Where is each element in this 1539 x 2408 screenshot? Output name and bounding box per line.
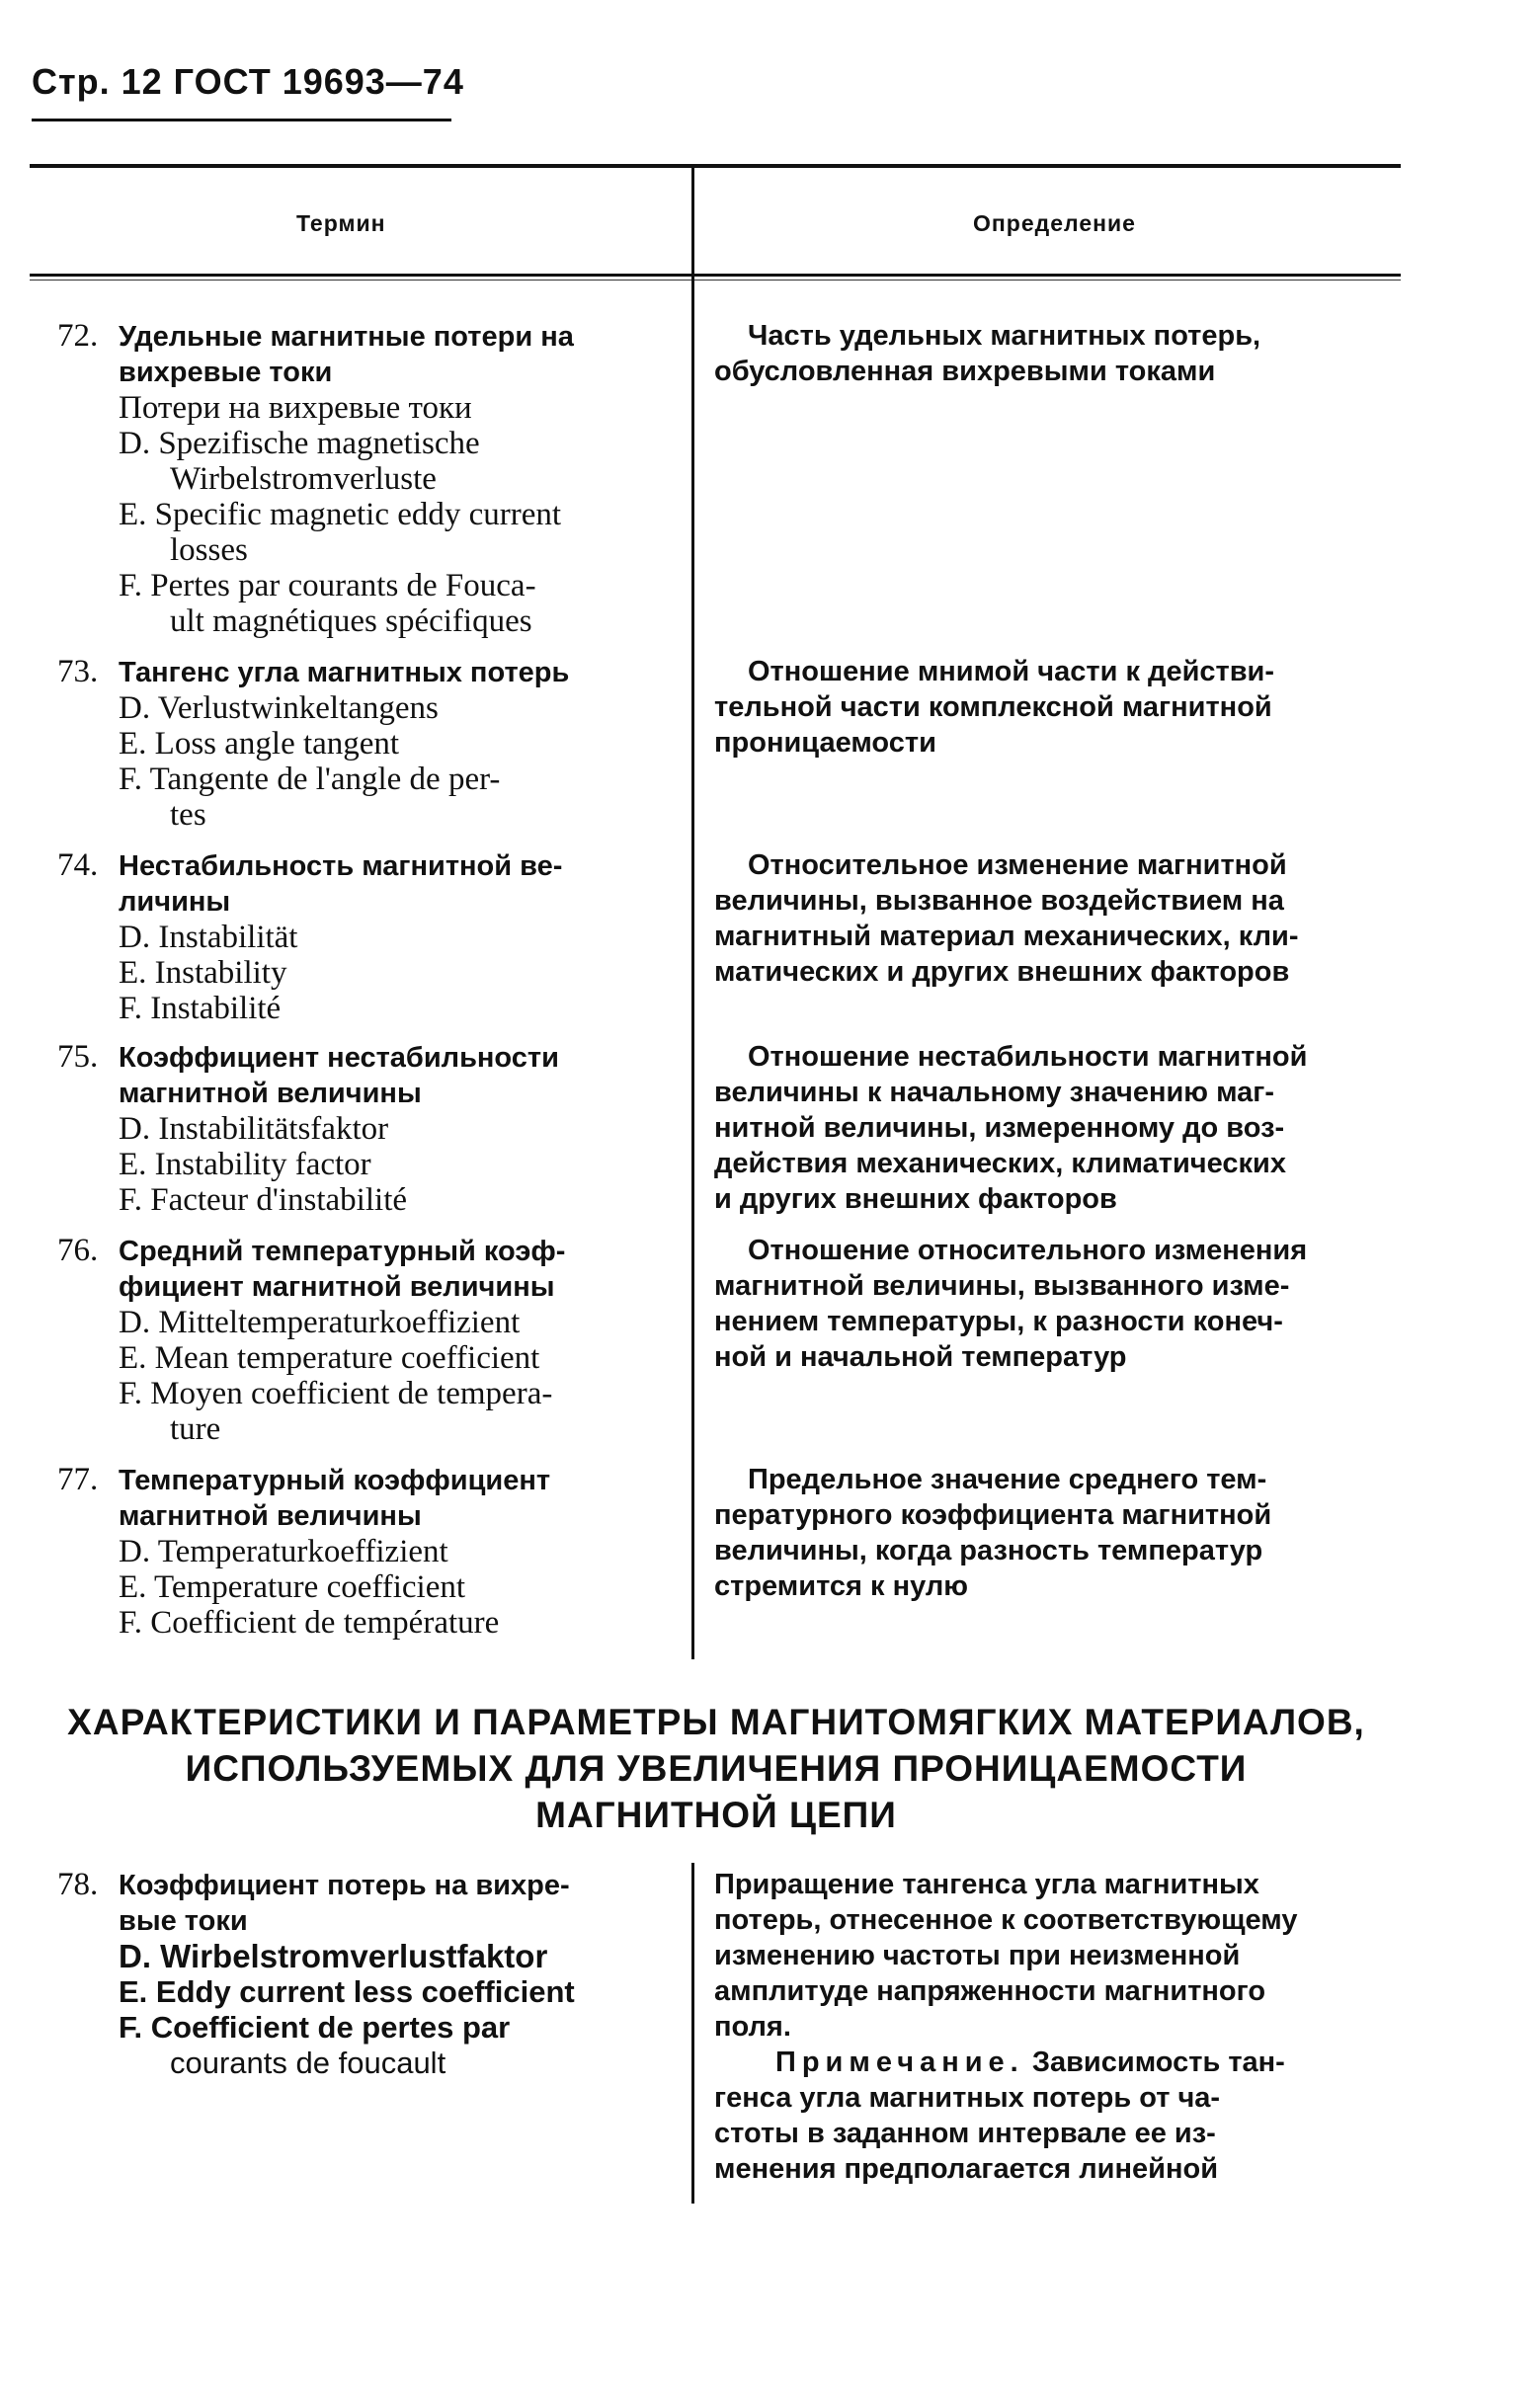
term-name-cont: фициент магнитной величины [119, 1271, 555, 1303]
term-entry-72: 72. Удельные магнитные потери на вихревые токи Потери на вихревые токи D. Spezifische magnetische Wirbelstromverluste E. Specific magnetic eddy current losses F. Pertes par courants de Fouca- ult magnétiques spécifiques [57, 318, 670, 639]
table-header-rule-thin [30, 280, 1401, 281]
term-en: E. Instability factor [119, 1147, 371, 1182]
term-en: E. Temperature coefficient [119, 1569, 466, 1605]
term-entry-76: 76. Средний температурный коэф- фициент магнитной величины D. Mitteltemperaturkoeffizient E. Mean temperature coefficient F. Moyen coefficient de tempera- ture [57, 1233, 670, 1447]
term-fr: F. Tangente de l'angle de per- [119, 762, 501, 797]
definition-75: Отношение нестабильности магнитной величины к начальному значению маг- нитной величины, измеренному до воз- действия механических, климатических и других внешних факторов [714, 1041, 1308, 1215]
definition-73: Отношение мнимой части к действи- тельной части комплексной магнитной проницаемости [714, 656, 1275, 759]
column-divider-top [691, 168, 694, 1659]
term-name: Коэффициент потерь на вихре- [119, 1870, 570, 1901]
term-en: E. Specific magnetic eddy current [119, 497, 562, 532]
term-en-cont: losses [170, 532, 248, 568]
term-fr-cont: ult magnétiques spécifiques [170, 603, 532, 639]
term-en: E. Instability [119, 955, 287, 991]
table-header-rule [30, 274, 1401, 277]
term-name-cont: магнитной величины [119, 1500, 422, 1532]
term-fr-cont: courants de foucault [170, 2046, 446, 2080]
term-de: D. Spezifische magnetische [119, 426, 480, 461]
term-fr-cont: ture [170, 1411, 221, 1447]
term-name: Средний температурный коэф- [119, 1236, 566, 1267]
term-fr: F. Coefficient de température [119, 1605, 500, 1641]
term-name: Температурный коэффициент [119, 1465, 551, 1496]
term-name: Тангенс угла магнитных потерь [119, 657, 570, 688]
term-entry-74: 74. Нестабильность магнитной ве- личины D. Instabilität E. Instability F. Instabilité [57, 847, 670, 1026]
term-name-cont: личины [119, 886, 231, 918]
definition-78: Приращение тангенса угла магнитных потерь, отнесенное к соответствующему изменению частоты при неизменной амплитуде напряженности магнитного поля. Примечание. Зависимость тан- генса угла магнитных потерь от ча- стоты в заданном интервале ее из- менения предполагается линейной [714, 1867, 1401, 2187]
definition-72: Часть удельных магнитных потерь, обусловленная вихревыми токами [714, 320, 1261, 387]
term-de: D. Verlustwinkeltangens [119, 690, 439, 726]
term-entry-78: 78. Коэффициент потерь на вихре- вые токи D. Wirbelstromverlustfaktor E. Eddy current less coefficient F. Coefficient de pertes par courants de foucault [57, 1867, 670, 2081]
term-fr: F. Instabilité [119, 991, 282, 1026]
column-divider-bottom [691, 1863, 694, 2204]
term-name: Нестабильность магнитной ве- [119, 850, 563, 882]
term-name: Коэффициент нестабильности [119, 1042, 559, 1074]
note: Примечание. Зависимость тан- [775, 2047, 1285, 2078]
term-fr: F. Pertes par courants de Fouca- [119, 568, 536, 603]
header-underline [32, 119, 451, 121]
term-de: D. Temperaturkoeffizient [119, 1534, 448, 1569]
table-top-rule [30, 164, 1401, 168]
note-label: Примечание. [775, 2047, 1024, 2078]
definition-74: Относительное изменение магнитной величины, вызванное воздействием на магнитный материал механических, кли- матических и других внешних факторов [714, 849, 1299, 988]
column-header-definition: Определение [973, 210, 1136, 236]
term-fr: F. Moyen coefficient de tempera- [119, 1376, 553, 1411]
term-name-cont: вихревые токи [119, 357, 333, 388]
term-synonym: Потери на вихревые токи [119, 390, 472, 426]
term-name-cont: магнитной величины [119, 1078, 422, 1109]
definition-77: Предельное значение среднего тем- пературного коэффициента магнитной величины, когда разность температур стремится к нулю [714, 1464, 1272, 1602]
term-fr: F. Facteur d'instabilité [119, 1182, 408, 1218]
term-en: E. Eddy current less coefficient [119, 1974, 575, 2009]
section-title: ХАРАКТЕРИСТИКИ И ПАРАМЕТРЫ МАГНИТОМЯГКИХ МАТЕРИАЛОВ, ИСПОЛЬЗУЕМЫХ ДЛЯ УВЕЛИЧЕНИЯ ПРОНИЦАЕМОСТИ МАГНИТНОЙ ЦЕПИ [67, 1702, 1365, 1835]
term-de: D. Wirbelstromverlustfaktor [119, 1938, 548, 1974]
page-header: Стр. 12 ГОСТ 19693—74 [32, 61, 464, 102]
term-de: D. Instabilitätsfaktor [119, 1111, 389, 1147]
term-entry-73: 73. Тангенс угла магнитных потерь D. Verlustwinkeltangens E. Loss angle tangent F. Tangente de l'angle de per- tes [57, 654, 670, 833]
term-en: E. Loss angle tangent [119, 726, 400, 762]
term-en: E. Mean temperature coefficient [119, 1340, 540, 1376]
term-name-cont: вые токи [119, 1905, 248, 1937]
term-entry-75: 75. Коэффициент нестабильности магнитной величины D. Instabilitätsfaktor E. Instability factor F. Facteur d'instabilité [57, 1039, 670, 1218]
term-de: D. Mitteltemperaturkoeffizient [119, 1305, 521, 1340]
term-name: Удельные магнитные потери на [119, 321, 574, 353]
column-header-term: Термин [296, 210, 386, 236]
term-fr-cont: tes [170, 797, 206, 833]
definition-76: Отношение относительного изменения магнитной величины, вызванного изме- нением температуры, к разности конеч- ной и начальной температур [714, 1235, 1308, 1373]
term-de: D. Instabilität [119, 920, 298, 955]
term-fr: F. Coefficient de pertes par [119, 2010, 511, 2045]
term-de-cont: Wirbelstromverluste [170, 461, 437, 497]
term-entry-77: 77. Температурный коэффициент магнитной величины D. Temperaturkoeffizient E. Temperature coefficient F. Coefficient de température [57, 1462, 670, 1641]
